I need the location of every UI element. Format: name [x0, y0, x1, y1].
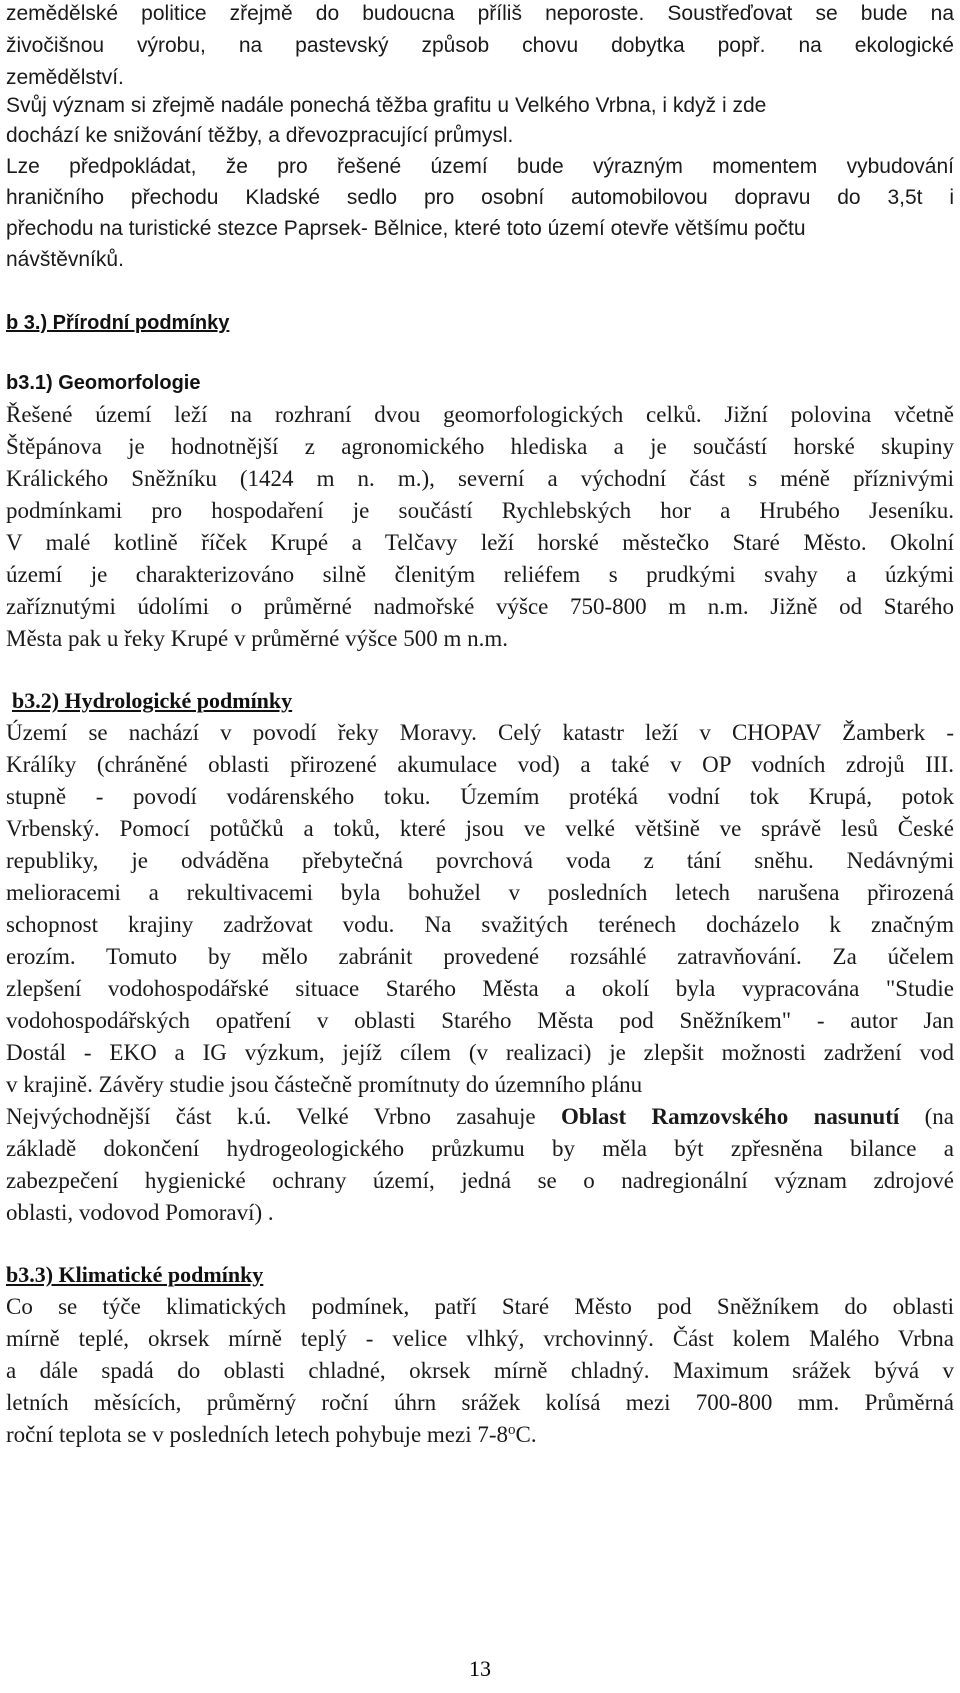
text-line: Území se nachází v povodí řeky Moravy. Celý katastr leží v CHOPAV Žamberk - [6, 720, 954, 745]
text-line: republiky, je odváděna přebytečná povrchová voda z tání sněhu. Nedávnými [6, 848, 954, 873]
text-line: vodohospodářských opatření v oblasti Starého Města pod Sněžníkem" - autor Jan [6, 1008, 954, 1033]
text-line: v krajině. Závěry studie jsou částečně promítnuty do územního plánu [6, 1072, 643, 1097]
text-line: Lze předpokládat, že pro řešené území bude výrazným momentem vybudování [6, 155, 954, 178]
text-line: erozím. Tomuto by mělo zabránit provedené rozsáhlé zatravňování. Za účelem [6, 944, 954, 969]
text-line: oblasti, vodovod Pomoraví) . [6, 1200, 274, 1225]
text-line [6, 1104, 954, 1130]
text-line: melioracemi a rekultivacemi byla bohužel v posledních letech narušena přirozená [6, 880, 954, 905]
text-line: a dále spadá do oblasti chladné, okrsek mírně chladný. Maximum srážek bývá v [6, 1358, 954, 1383]
subsection-heading: b3.1) Geomorfologie [6, 372, 201, 394]
text-line: základě dokončení hydrogeologického průzkumu by měla být zpřesněna bilance a [6, 1136, 954, 1161]
bold-term: Oblast Ramzovského nasunutí [560, 1104, 900, 1129]
text-line: Města pak u řeky Krupé v průměrné výšce 500 m n.m. [6, 626, 509, 651]
text-line: zemědělské politice zřejmě do budoucna příliš neporoste. Soustřeďovat se bude na [6, 2, 954, 25]
subsection-heading: b3.2) Hydrologické podmínky [12, 688, 293, 713]
text-run: C. [515, 1422, 537, 1447]
text-line: Dostál - EKO a IG výzkum, jejíž cílem (v realizaci) je zlepšit možnosti zadržení vod [6, 1040, 954, 1065]
text-line: Štěpánova je hodnotnější z agronomického hlediska a je součástí horské skupiny [6, 434, 954, 459]
text-line: zemědělství. [6, 66, 124, 89]
text-run: roční teplota se v posledních letech pohybuje mezi 7-8 [6, 1422, 509, 1447]
page-number: 13 [469, 1656, 491, 1681]
section-heading: b 3.) Přírodní podmínky [6, 312, 230, 334]
text-line: stupně - povodí vodárenského toku. Územím protéká vodní tok Krupá, potok [6, 784, 954, 809]
text-line: Vrbenský. Pomocí potůčků a toků, které jsou ve velké většině ve správě lesů České [6, 816, 954, 841]
subsection-heading: b3.3) Klimatické podmínky [6, 1262, 264, 1287]
text-line: Svůj význam si zřejmě nadále ponechá těžba grafitu u Velkého Vrbna, i když i zde [6, 94, 767, 117]
text-line: Králíky (chráněné oblasti přirozené akumulace vod) a také v OP vodních zdrojů III. [6, 752, 954, 777]
text-line: území je charakterizováno silně členitým reliéfem s prudkými svahy a úzkými [6, 562, 954, 587]
text-line: přechodu na turistické stezce Paprsek- Bělnice, které toto území otevře většímu počtu [6, 217, 806, 240]
text-line: Co se týče klimatických podmínek, patří Staré Město pod Sněžníkem do oblasti [6, 1294, 954, 1319]
text-line: Králického Sněžníku (1424 m n. m.), severní a východní část s méně příznivými [6, 466, 954, 491]
text-line: letních měsících, průměrný roční úhrn srážek kolísá mezi 700-800 mm. Průměrná [6, 1390, 954, 1415]
text-line: Řešené území leží na rozhraní dvou geomorfologických celků. Jižní polovina včetně [6, 402, 954, 427]
text-line: podmínkami pro hospodaření je součástí Rychlebských hor a Hrubého Jeseníku. [6, 498, 954, 523]
text-line: zlepšení vodohospodářské situace Starého Města a okolí byla vypracována "Studie [6, 976, 954, 1001]
text-line: mírně teplé, okrsek mírně teplý - velice vlhký, vrchovinný. Část kolem Malého Vrbna [6, 1326, 954, 1351]
text-line: živočišnou výrobu, na pastevský způsob chovu dobytka popř. na ekologické [6, 34, 954, 57]
text-line: dochází ke snižování těžby, a dřevozpracující průmysl. [6, 124, 514, 147]
text-line: návštěvníků. [6, 248, 124, 271]
text-line [6, 1422, 960, 1448]
text-line: V malé kotlině říček Krupé a Telčavy leží horské městečko Staré Město. Okolní [6, 530, 954, 555]
text-line: hraničního přechodu Kladské sedlo pro osobní automobilovou dopravu do 3,5t i [6, 186, 954, 209]
text-line: zaříznutými údolími o průměrné nadmořské výšce 750-800 m n.m. Jižně od Starého [6, 594, 954, 619]
text-line: zabezpečení hygienické ochrany území, jedná se o nadregionální význam zdrojové [6, 1168, 954, 1193]
text-run: Nejvýchodnější část k.ú. Velké Vrbno zasahuje [6, 1104, 536, 1129]
text-line: schopnost krajiny zadržovat vodu. Na svažitých terénech docházelo k značným [6, 912, 954, 937]
text-run: (na [924, 1104, 954, 1129]
degree-symbol: o [508, 1422, 516, 1438]
